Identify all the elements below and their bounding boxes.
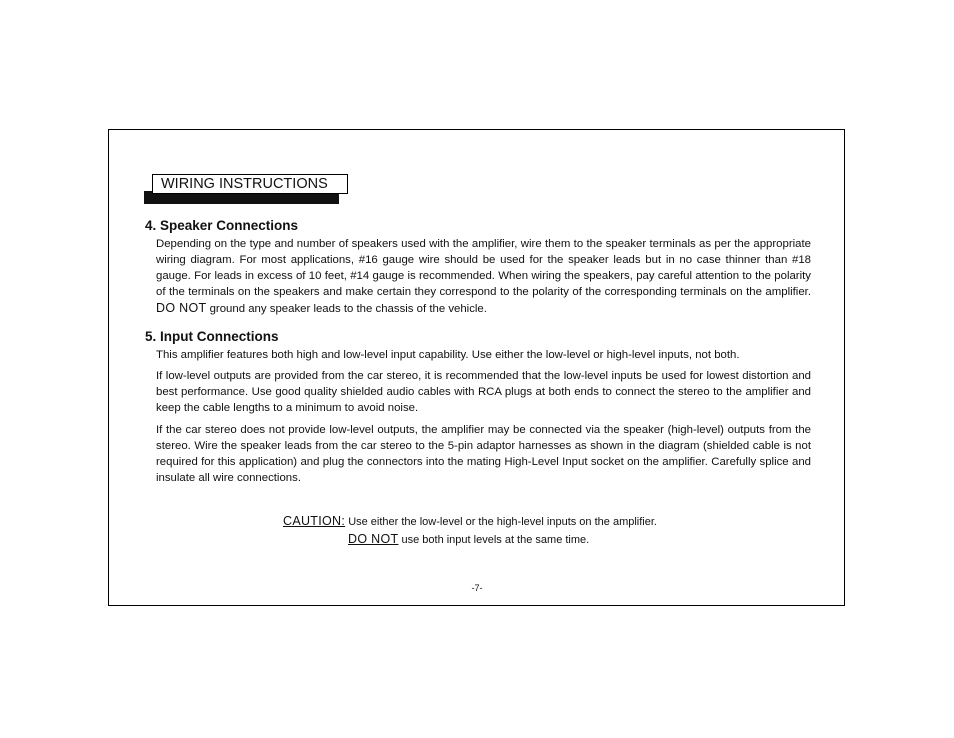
speaker-do-not: DO NOT [156, 301, 207, 315]
caution-label: CAUTION: [283, 514, 346, 528]
input-paragraph-1: This amplifier features both high and low-level input capability. Use either the low-level or high-level inputs, not both. [156, 349, 740, 361]
page-number: -7- [471, 583, 483, 593]
input-connections-title: 5. Input Connections [145, 329, 279, 344]
speaker-text-after: ground any speaker leads to the chassis of the vehicle. [209, 303, 487, 315]
caution-do-not: DO NOT [348, 532, 399, 546]
caution-text-2: use both input levels at the same time. [401, 534, 590, 546]
speaker-text-before: Depending on the type and number of speakers used with the amplifier, wire them to the speaker terminals as per the appropriate wiring diagram. For most applications, #16 gauge wire should be used for the speaker leads but in no case thinner than #18 gauge. For leads in excess of 10 feet, #14 gauge is recommended. When wiring the speakers, pay careful attention to the polarity of the terminals on the speakers and make certain they correspond to the polarity of the corresponding terminals on the amplifier. [156, 238, 811, 298]
speaker-connections-title: 4. Speaker Connections [145, 218, 299, 233]
input-paragraph-2: If low-level outputs are provided from the car stereo, it is recommended that the low-level inputs be used for lowest distortion and best performance. Use good quality shielded audio cables with RCA plugs at both ends to connect the stereo to the amplifier and keep the cable lengths to a minimum to avoid noise. [156, 370, 811, 414]
caution-line-1 [283, 513, 657, 530]
input-paragraph-3: If the car stereo does not provide low-level outputs, the amplifier may be connected via the speaker (high-level) outputs from the stereo. Wire the speaker leads from the car stereo to the 5-pin adaptor harnesses as shown in the diagram (shielded cable is not required for this application) and plug the connectors into the mating High-Level Input socket on the amplifier. Carefully splice and insulate all wire connections. [156, 424, 811, 484]
section-heading [152, 174, 348, 194]
caution-text-1: Use either the low-level or the high-level inputs on the amplifier. [348, 516, 657, 528]
speaker-connections-text [156, 236, 811, 317]
caution-line-2 [348, 531, 589, 548]
section-heading-text: WIRING INSTRUCTIONS [161, 176, 328, 192]
